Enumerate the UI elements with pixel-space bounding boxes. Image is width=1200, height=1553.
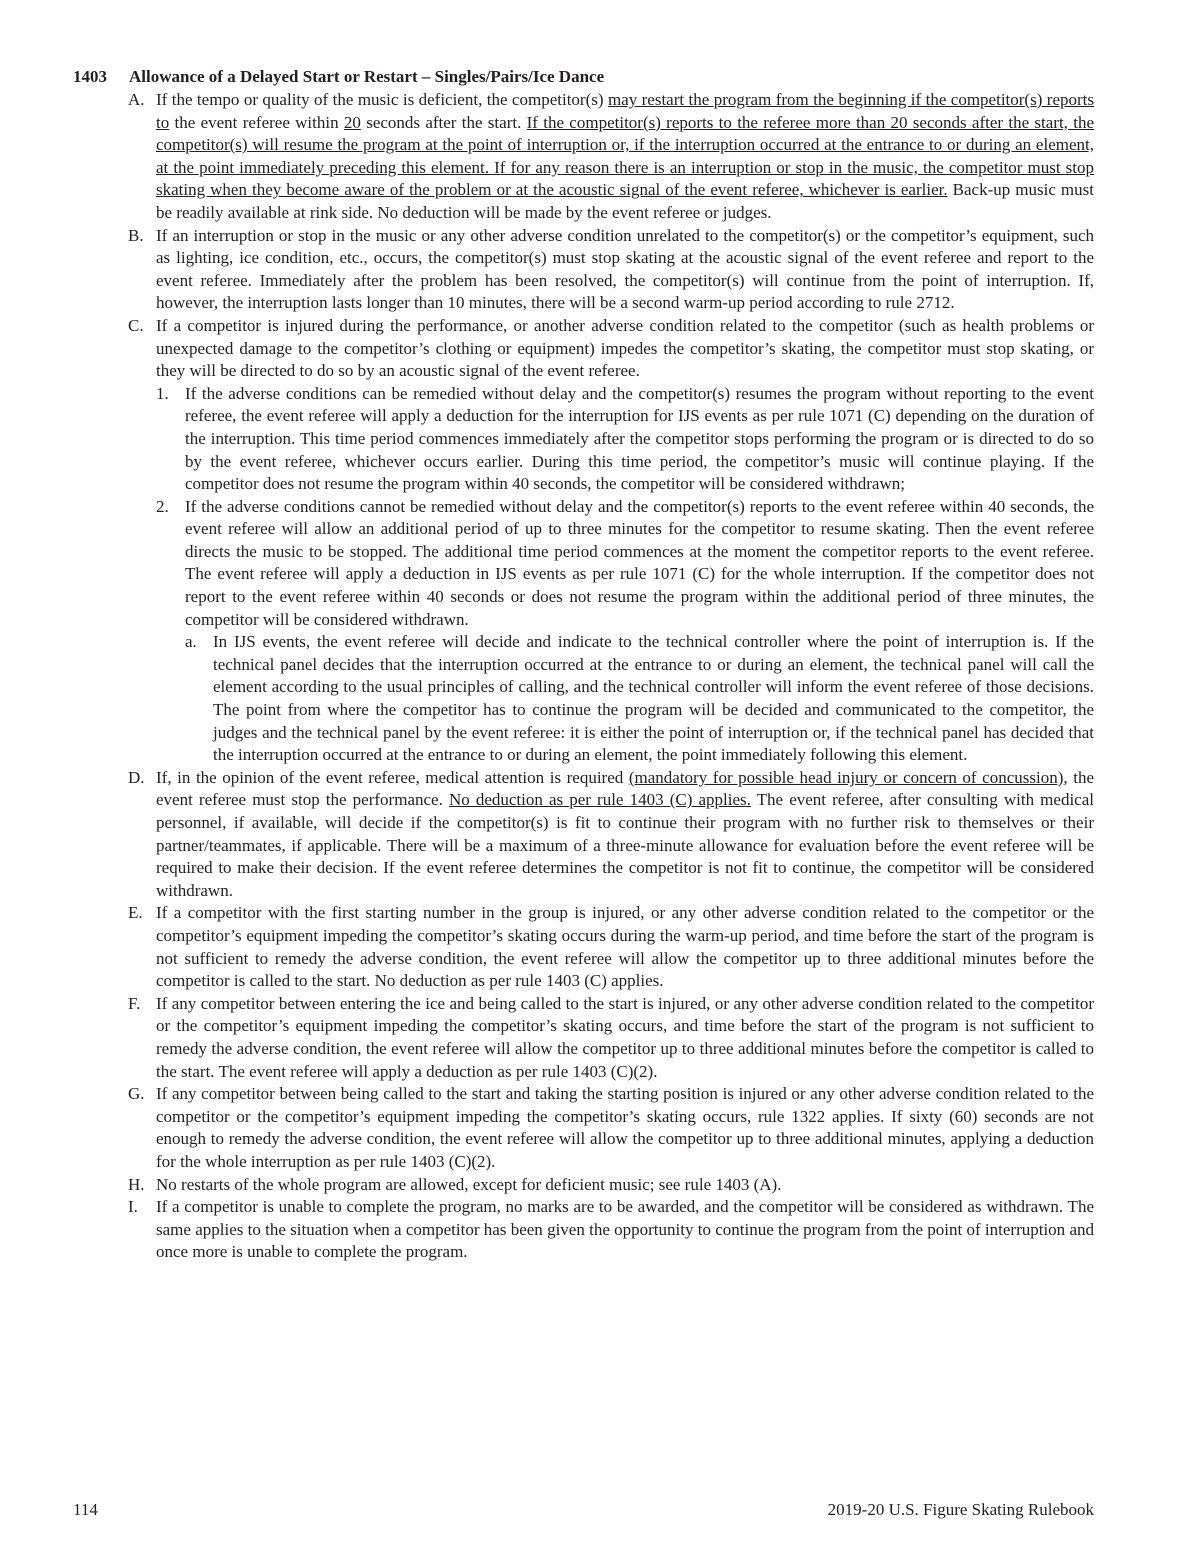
rule-title: Allowance of a Delayed Start or Restart – Singles/Pairs/Ice Dance bbox=[129, 67, 605, 86]
text-run: the event referee within bbox=[169, 112, 344, 132]
underlined-text: 20 bbox=[343, 112, 361, 132]
clause-label: G. bbox=[128, 1084, 145, 1104]
subsubclause-text: In IJS events, the event referee will decide and indicate to the technical controller where the point of interruption is. If the technical panel decides that the interruption occurred at the entrance to or during an element, the technical panel will call the element according to the usual principles of calling, and the technical controller will inform the event referee of those decisions. The point from where the competitor has to continue the program will be decided and communicated to the competitor, the judges and the technical panel by the event referee: it is either the point of interruption or, if the technical panel has decided that the interruption occurred at the entrance to or during an element, the point immediately following this element. bbox=[213, 632, 1094, 765]
clause-text bbox=[156, 767, 1094, 903]
clause-text: If any competitor between being called to the start and taking the starting position is injured or any other adverse condition related to the competitor or the competitor’s equipment impeding the competitor’s skating occurs, rule 1322 applies. If sixty (60) seconds are not enough to remedy the adverse condition, the event referee will allow the competitor up to three additional minutes, applying a deduction for the whole interruption as per rule 1403 (C)(2). bbox=[156, 1084, 1094, 1171]
clause-label: H. bbox=[128, 1174, 145, 1194]
clause-label: D. bbox=[128, 767, 145, 787]
clause-text: If a competitor with the first starting number in the group is injured, or any other adverse condition related to the competitor or the competitor’s equipment impeding the competitor’s skating occurs during the warm-up period, and time before the start of the program is not sufficient to remedy the adverse condition, the event referee will allow the competitor up to three additional minutes before the competitor is called to the start. No deduction as per rule 1403 (C) applies. bbox=[156, 903, 1094, 991]
clause-text: No restarts of the whole program are allowed, except for deficient music; see rule 1403 (A). bbox=[156, 1174, 782, 1194]
clause-content bbox=[156, 315, 1094, 767]
subclause-label: 2. bbox=[156, 496, 169, 516]
text-run: If, in the opinion of the event referee, medical attention is required bbox=[156, 767, 629, 787]
clause-text: If any competitor between entering the ice and being called to the start is injured, or any other adverse condition related to the competitor or the competitor’s equipment impeding the competitor’s skating occurs, and time before the start of the program is not sufficient to remedy the adverse condition, the event referee will allow the competitor up to three additional minutes before the competitor is called to the start. The event referee will apply a deduction as per rule 1403 (C)(2). bbox=[156, 993, 1094, 1081]
subclause-label: 1. bbox=[156, 383, 169, 403]
clause-label: I. bbox=[128, 1197, 138, 1217]
text-run: Back-up music must be readily available at rink side. No deduction will be made by the event referee or judges. bbox=[156, 180, 1094, 222]
clause-f bbox=[128, 993, 1094, 1083]
subclause-content bbox=[185, 496, 1094, 767]
text-run: The event referee, after consulting with medical personnel, if available, will decide if the competitor(s) is fit to continue their program with no further risk to themselves or their partner/teammates, if applicable. There will be a maximum of a three-minute allowance for evaluation before the event referee will be required to make their decision. If the event referee determines the competitor is not fit to continue, the competitor will be considered withdrawn. bbox=[156, 790, 1094, 900]
underlined-text: If the competitor(s) reports to the referee more than 20 seconds after the start, the competitor(s) will resume the program at the point of interruption or, if the interruption occurred at the entrance to or during an element, at the point immediately preceding this element. If for any reason there is an interruption or stop in the music, the competitor must stop skating when they become aware of the problem or at the acoustic signal of the event referee, whichever is earlier. bbox=[156, 112, 1094, 200]
clause-label: F. bbox=[128, 993, 141, 1013]
clause-text bbox=[156, 89, 1094, 225]
page-footer bbox=[73, 1499, 1094, 1522]
clause-text: If a competitor is unable to complete the program, no marks are to be awarded, and the competitor will be considered as withdrawn. The same applies to the situation when a competitor has been given the opportunity to continue the program from the point of interruption and once more is unable to complete the program. bbox=[156, 1197, 1094, 1262]
clause-label: C. bbox=[128, 315, 144, 335]
clause-e bbox=[128, 902, 1094, 992]
clause-g bbox=[128, 1083, 1094, 1173]
rule-number: 1403 bbox=[73, 67, 107, 86]
clause-label: E. bbox=[128, 903, 143, 923]
subclause-text: If the adverse conditions cannot be remedied without delay and the competitor(s) reports to the event referee within 40 seconds, the event referee will allow an additional period of up to three minutes for the competitor to resume skating. Then the event referee directs the music to be stopped. The additional time period commences at the moment the competitor reports to the event referee. The event referee will apply a deduction in IJS events as per rule 1071 (C) for the whole interruption. If the competitor does not report to the event referee within 40 seconds or does not resume the program within the additional period of three minutes, the competitor will be considered withdrawn. bbox=[185, 496, 1094, 629]
underlined-text: may restart the program from the beginning if the competitor(s) reports to bbox=[156, 90, 1095, 132]
subclause-text: If the adverse conditions can be remedied without delay and the competitor(s) resumes the program without reporting to the event referee, the event referee will apply a deduction for the interruption for IJS events as per rule 1071 (C) depending on the duration of the interruption. This time period commences immediately after the competitor stops performing the program or is directed to do so by the event referee, whichever occurs earlier. During this time period, the competitor’s music will continue playing. If the competitor does not resume the program within 40 seconds, the competitor will be considered withdrawn; bbox=[185, 383, 1094, 494]
underlined-text: (mandatory for possible head injury or concern of concussion) bbox=[628, 767, 1064, 787]
text-run: seconds after the start. bbox=[360, 112, 527, 132]
rule-heading bbox=[73, 66, 604, 89]
clause-c bbox=[128, 315, 1094, 767]
subclause-2a bbox=[185, 631, 1094, 767]
clause-h bbox=[128, 1174, 1094, 1197]
underlined-text: No deduction as per rule 1403 (C) applies. bbox=[448, 790, 751, 810]
text-run: If the tempo or quality of the music is deficient, the competitor(s) bbox=[156, 90, 608, 109]
rule-clauses bbox=[128, 89, 1094, 1264]
clause-text: If an interruption or stop in the music or any other adverse condition unrelated to the competitor(s) or the competitor’s equipment, such as lighting, ice condition, etc., occurs, the competitor(s) must stop skating at the acoustic signal of the event referee and report to the event referee. Immediately after the problem has been resolved, the competitor(s) will continue from the point of interruption. If, however, the interruption lasts longer than 10 minutes, there will be a second warm-up period according to rule 2712. bbox=[156, 225, 1094, 313]
clause-label: B. bbox=[128, 225, 144, 245]
clause-label: A. bbox=[128, 90, 145, 109]
subclause-2 bbox=[156, 496, 1094, 767]
subsubclause-label: a. bbox=[185, 632, 197, 652]
clause-b bbox=[128, 225, 1094, 315]
page-number: 114 bbox=[73, 1500, 98, 1519]
clause-d bbox=[128, 767, 1094, 903]
clause-text: If a competitor is injured during the performance, or another adverse condition related to the competitor (such as health problems or unexpected damage to the competitor’s clothing or equipment) impedes the competitor’s skating, the competitor must stop skating, or they will be directed to do so by an acoustic signal of the event referee. bbox=[156, 315, 1094, 381]
clause-i bbox=[128, 1196, 1094, 1264]
text-run: , the event referee must stop the performance. bbox=[156, 767, 1094, 810]
subclause-1 bbox=[156, 383, 1094, 496]
clause-a bbox=[128, 89, 1094, 225]
book-title: 2019-20 U.S. Figure Skating Rulebook bbox=[827, 1500, 1094, 1519]
